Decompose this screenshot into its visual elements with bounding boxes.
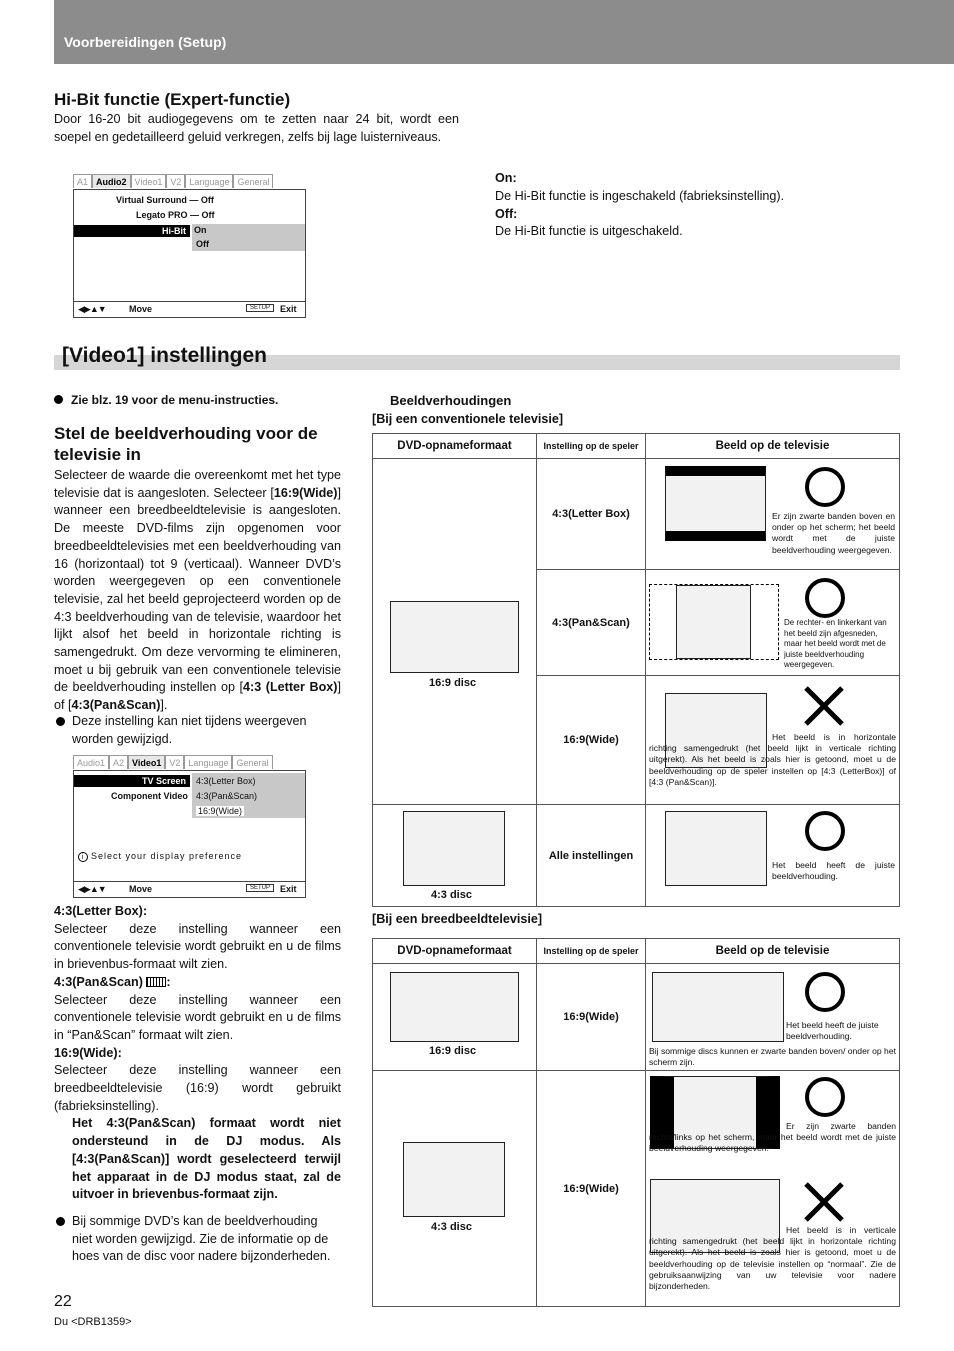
menu-ref-text: Zie blz. 19 voor de menu-instructies. [71,393,279,407]
hibit-intro: Door 16-20 bit audiogegevens om te zetten naar 24 bit, wordt een soepel en gedetailleerd geluid verkregen, zelfs bij lage luisterniveaus. [54,112,459,144]
bullet-discs [54,1213,341,1266]
osd-footer [74,301,305,317]
result-wide-1 [646,964,900,1071]
ok-circle-icon [805,578,845,618]
osd-row-legato: Legato PRO — Off [136,210,215,220]
lb-text: Selecteer deze instelling wanneer een conventionele televisie wordt gebruikt en u de films in brievenbus-formaat wilt zien. [54,921,341,972]
disc-169-label: 16:9 disc [429,1045,477,1057]
option-panscan: 4:3(Pan&Scan) [196,791,258,801]
panscan-image [676,585,751,659]
conv-table [372,433,900,907]
lb-label: 4:3(Letter Box): [54,904,148,918]
para-part: ] of [ [54,680,341,713]
video1-osd [73,755,306,898]
bullet-icon [56,1217,65,1226]
osd-panel [73,770,306,898]
osd-hint-text: Select your display preference [91,851,243,861]
note-wide: Het beeld is in horizontale richting samengedrukt (het beeld lijkt in verticale richting uitgerekt). Als het beeld is zoals hier is getoond, moet u de beeldverhouding op de speler instellen op [4:3 (LetterBox)] of [4:3 (Pan&Scan)]. [649,732,896,787]
note-wide-2b: Het beeld is in verticale richting samengedrukt (het beeld lijkt in horizontale richting uitgerekt). Als het beeld is zoals hier is getoond, moet u de beeldverhouding op de televisie instellen op “normaal”. Zie de gebruiksaanwijzing van uw televisie voor nadere bijzonderheden. [649,1225,896,1292]
bullet-no-change [54,713,341,748]
tab-audio1: Audio1 [73,755,109,769]
tab-a1: A1 [73,174,92,188]
note-panscan: De rechter- en linkerkant van het beeld zijn afgesneden, maar het beeld wordt met de juiste beeldverhouding weergegeven. [784,618,887,670]
menu-ref-bullet [54,393,278,407]
disc-43-label: 4:3 disc [431,889,472,901]
ok-circle-icon [805,467,845,507]
tab-a2: A2 [109,755,128,769]
aspect-paragraph [54,467,341,715]
off-text: De Hi-Bit functie is uitgeschakeld. [495,224,683,239]
off-label: Off: [495,206,518,221]
disc169-cell [373,459,537,805]
note-wide-1: Het beeld heeft de juiste beeldverhouding. [786,1020,879,1042]
result-letterbox [646,459,900,570]
full-wide-image [652,972,784,1042]
setting-wide-2: 16:9(Wide) [537,1071,646,1307]
hibit-title: Hi-Bit functie (Expert-functie) [54,90,291,109]
disc-43-label: 4:3 disc [431,1221,472,1233]
note-wide-1b: Bij sommige discs kunnen er zwarte banden boven/ onder op het scherm zijn. [649,1046,896,1068]
disc43-cell [373,805,537,907]
tab-language: Language [184,755,232,769]
osd-tabs [73,174,273,188]
tab-general: General [232,755,272,769]
osd-row-component: Component Video [111,791,188,801]
wide-text: Selecteer deze instelling wanneer een breedbeeldtelevisie (16:9) wordt gebruikt (fabrieksinstelling). [54,1063,341,1113]
osd-hint [78,851,242,862]
col-format: DVD-opnameformaat [373,434,537,459]
tab-v2: V2 [165,755,184,769]
doc-code: Du <DRB1359> [54,1316,132,1328]
col-setting: Instelling op de speler [537,939,646,964]
result-wide [646,676,900,805]
result-panscan [646,570,900,676]
tab-video1: Video1 [131,174,167,188]
note-all: Het beeld heeft de juiste beeldverhouding. [772,860,895,882]
col-picture: Beeld op de televisie [646,939,900,964]
setting-descriptions [54,903,341,1204]
bullet-icon [54,395,63,404]
tab-v2: V2 [166,174,185,188]
arrows-icon: ◀▶▲▼ [78,884,106,894]
disc43-cell [373,1071,537,1307]
ok-circle-icon [805,811,845,851]
osd-footer [74,881,305,897]
aspect-subtitle: Stel de beeldverhouding voor de televisie in [54,424,318,464]
section-title: Voorbereidingen (Setup) [64,34,227,50]
disc169-cell [373,964,537,1071]
ps-label: 4:3(Pan&Scan) : [54,974,171,989]
arrows-icon: ◀▶▲▼ [78,304,106,314]
setting-panscan: 4:3(Pan&Scan) [537,570,646,676]
wrong-cross-icon [802,1180,846,1224]
tab-audio2: Audio2 [92,174,131,188]
aspect-heading: Beeldverhoudingen [390,393,512,408]
para-bold: 4:3(Pan&Scan) [71,698,161,713]
osd-row-tvscreen: TV Screen [74,775,190,787]
wide-title: [Bij een breedbeeldtelevisie] [372,912,543,926]
ps-text: Selecteer deze instelling wanneer een conventionele televisie wordt gebruikt en u de films in “Pan&Scan” formaat wilt zien. [54,992,341,1042]
exit-label: Exit [280,304,297,314]
setting-wide: 16:9(Wide) [537,676,646,805]
std-disc-image [403,811,505,886]
hibit-options-desc [495,170,855,241]
wide-label: 16:9(Wide): [54,1045,122,1060]
wrong-cross-icon [802,684,846,728]
para-part: Selecteer de waarde die overeenkomt met het type televisie dat is aangesloten. Selecteer [ [54,468,341,500]
ok-circle-icon [805,972,845,1012]
info-icon: i [78,852,88,862]
ok-circle-icon [805,1077,845,1117]
tab-video1: Video1 [128,755,165,769]
option-letterbox: 4:3(Letter Box) [196,776,256,786]
option-off: Off [196,239,209,249]
std-disc-image [403,1142,505,1217]
letterbox-image [665,466,766,541]
option-wide: 16:9(Wide) [198,806,243,816]
setting-letterbox: 4:3(Letter Box) [537,459,646,570]
tab-language: Language [185,174,233,188]
wide-table [372,938,900,1307]
osd-tabs [73,755,273,769]
para-bold: 4:3 (Letter Box) [243,680,338,695]
note-wide-2: Er zijn zwarte banden rechts/links op het scherm, maar het beeld wordt met de juiste beeldverhouding weergegeven. [649,1121,896,1154]
setup-key-icon: SETUP [246,884,274,892]
dj-warning: Het 4:3(Pan&Scan) formaat wordt niet ondersteund in de DJ modus. Als [4:3(Pan&Scan)] wordt geselecteerd terwijl het apparaat in de DJ modus staat, zal de uitvoer in brievenbus-formaat zijn. [72,1116,341,1202]
wide-disc-image [390,972,519,1042]
header-bar [54,0,954,64]
bullet-text: Deze instelling kan niet tijdens weergeven worden gewijzigd. [72,714,307,746]
col-picture: Beeld op de televisie [646,434,900,459]
note-letterbox: Er zijn zwarte banden boven en onder op het scherm; het beeld wordt met de juiste beeldverhouding weergegeven. [772,511,895,555]
result-wide-2 [646,1071,900,1307]
osd-panel [73,189,306,318]
osd-row-hibit: Hi-Bit [74,225,190,237]
conv-title: [Bij een conventionele televisie] [372,412,564,426]
tab-general: General [233,174,273,188]
wide-disc-image [390,601,519,673]
col-format: DVD-opnameformaat [373,939,537,964]
para-part: ]. [160,698,168,713]
para-bold: 16:9(Wide) [273,485,338,500]
para-part: ] wanneer een breedbeeldtelevisie is aangesloten. De meeste DVD-films zijn opgenomen voor breedbeeldtelevisies met een beeldverhouding van 16 (horizontaal) tot 9 (verticaal). Wanneer DVD’s worden weergegeven op een conventionele televisie, zal het beeld geprojecteerd worden op de 4:3 beeldverhouding van de televisie, waardoor het lijkt alsof het beeld in horizontale richting is samengedrukt. Om deze vervorming te elimineren, moet u bij gebruik van een conventionele televisie de beeldverhouding instellen op [ [54,485,341,695]
ps-label-text: 4:3(Pan&Scan) [54,974,143,989]
page-number: 22 [54,1293,72,1310]
osd-row-virtual: Virtual Surround — Off [116,195,214,205]
bullet-text: Bij sommige DVD’s kan de beeldverhouding niet worden gewijzigd. Zie de informatie op de hoes van de disc voor nadere bijzonderheden. [72,1214,331,1264]
on-text: De Hi-Bit functie is ingeschakeld (fabrieksinstelling). [495,188,785,203]
setting-all: Alle instellingen [537,805,646,907]
move-label: Move [129,884,153,894]
ps-mark-icon [146,977,166,987]
move-label: Move [129,304,153,314]
setting-wide-1: 16:9(Wide) [537,964,646,1071]
disc-169-label: 16:9 disc [429,677,477,689]
result-all [646,805,900,907]
normal-image [665,811,767,886]
col-setting: Instelling op de speler [537,434,646,459]
option-on: On [194,225,207,235]
setup-key-icon: SETUP [246,304,274,312]
on-label: On: [495,171,517,185]
bullet-icon [56,717,65,726]
video1-title: [Video1] instellingen [62,344,267,367]
exit-label: Exit [280,884,297,894]
hibit-osd [73,174,306,318]
